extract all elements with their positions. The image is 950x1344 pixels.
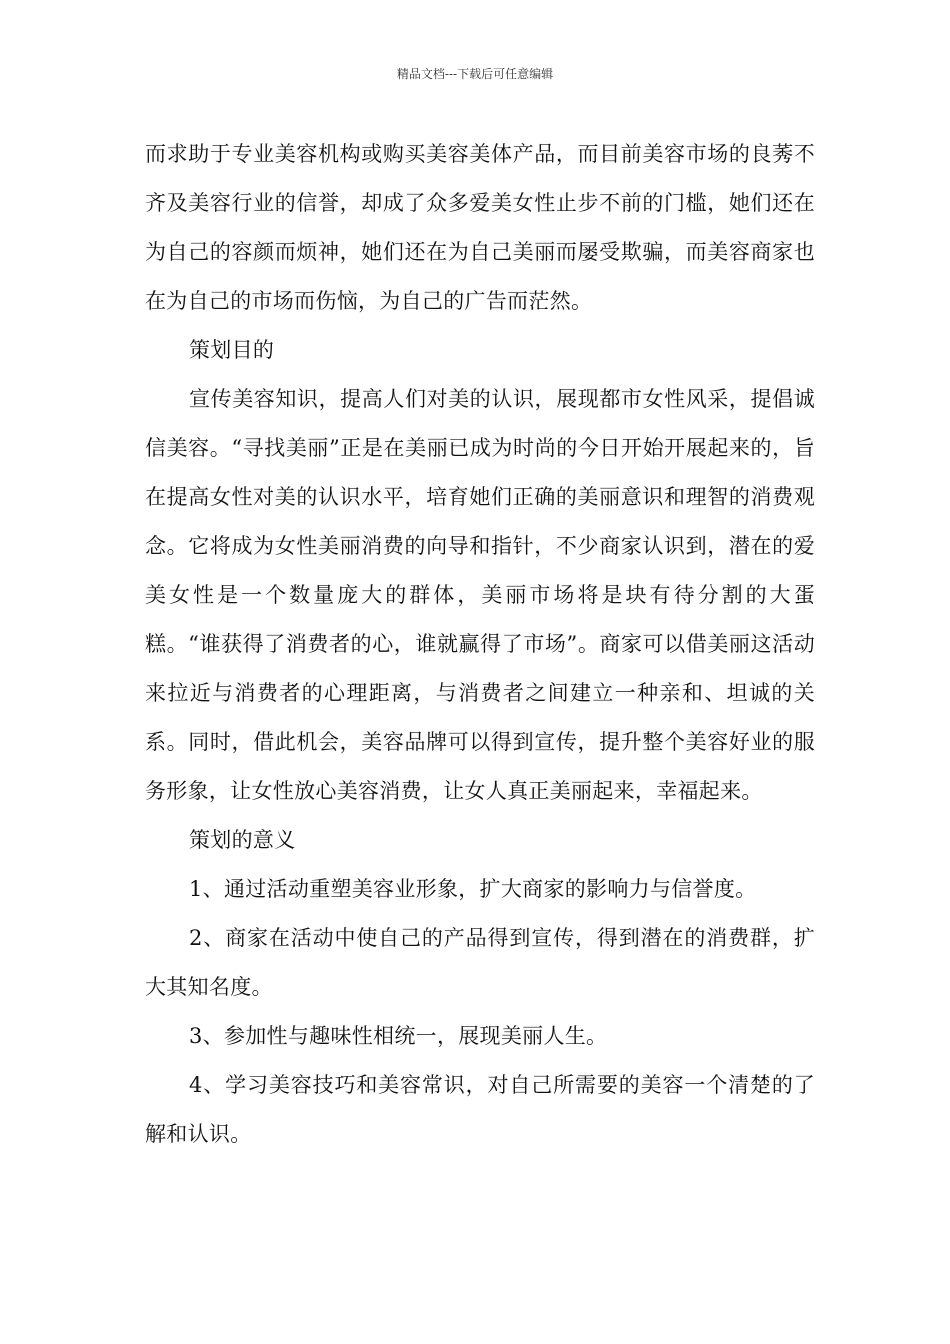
list-item-1: 1、通过活动重塑美容业形象，扩大商家的影响力与信誉度。	[189, 877, 757, 901]
document-body	[145, 130, 815, 1159]
page-header: 精品文档---下载后可任意编辑	[396, 67, 554, 81]
paragraph-planning-purpose: 宣传美容知识，提高人们对美的认识，展现都市女性风采，提倡诚信美容。“寻找美丽”正是在美丽已成为时尚的今日开始开展起来的，旨在提高女性对美的认识水平，培育她们正确的美丽意识和理智的消费观念。它将成为女性美丽消费的向导和指针，不少商家认识到，潜在的爱美女性是一个数量庞大的群体，美丽市场将是块有待分割的大蛋糕。“谁获得了消费者的心，谁就赢得了市场”。商家可以借美丽这活动来拉近与消费者的心理距离，与消费者之间建立一种亲和、坦诚的关系。同时，借此机会，美容品牌可以得到宣传，提升整个美容好业的服务形象，让女性放心美容消费，让女人真正美丽起来，幸福起来。	[145, 387, 815, 803]
list-item-2: 2、商家在活动中使自己的产品得到宣传，得到潜在的消费群，扩大其知名度。	[145, 926, 815, 999]
heading-planning-purpose: 策划目的	[189, 338, 275, 362]
paragraph-intro-continued: 而求助于专业美容机构或购买美容美体产品，而目前美容市场的良莠不齐及美容行业的信誉，却成了众多爱美女性止步不前的门槛，她们还在为自己的容颜而烦神，她们还在为自己美丽而屡受欺骗，而美容商家也在为自己的市场而伤恼，为自己的广告而茫然。	[145, 142, 815, 313]
list-item-3: 3、参加性与趣味性相统一，展现美丽人生。	[189, 1024, 608, 1048]
heading-planning-significance: 策划的意义	[189, 828, 296, 852]
list-item-4: 4、学习美容技巧和美容常识，对自己所需要的美容一个清楚的了解和认识。	[145, 1073, 815, 1146]
